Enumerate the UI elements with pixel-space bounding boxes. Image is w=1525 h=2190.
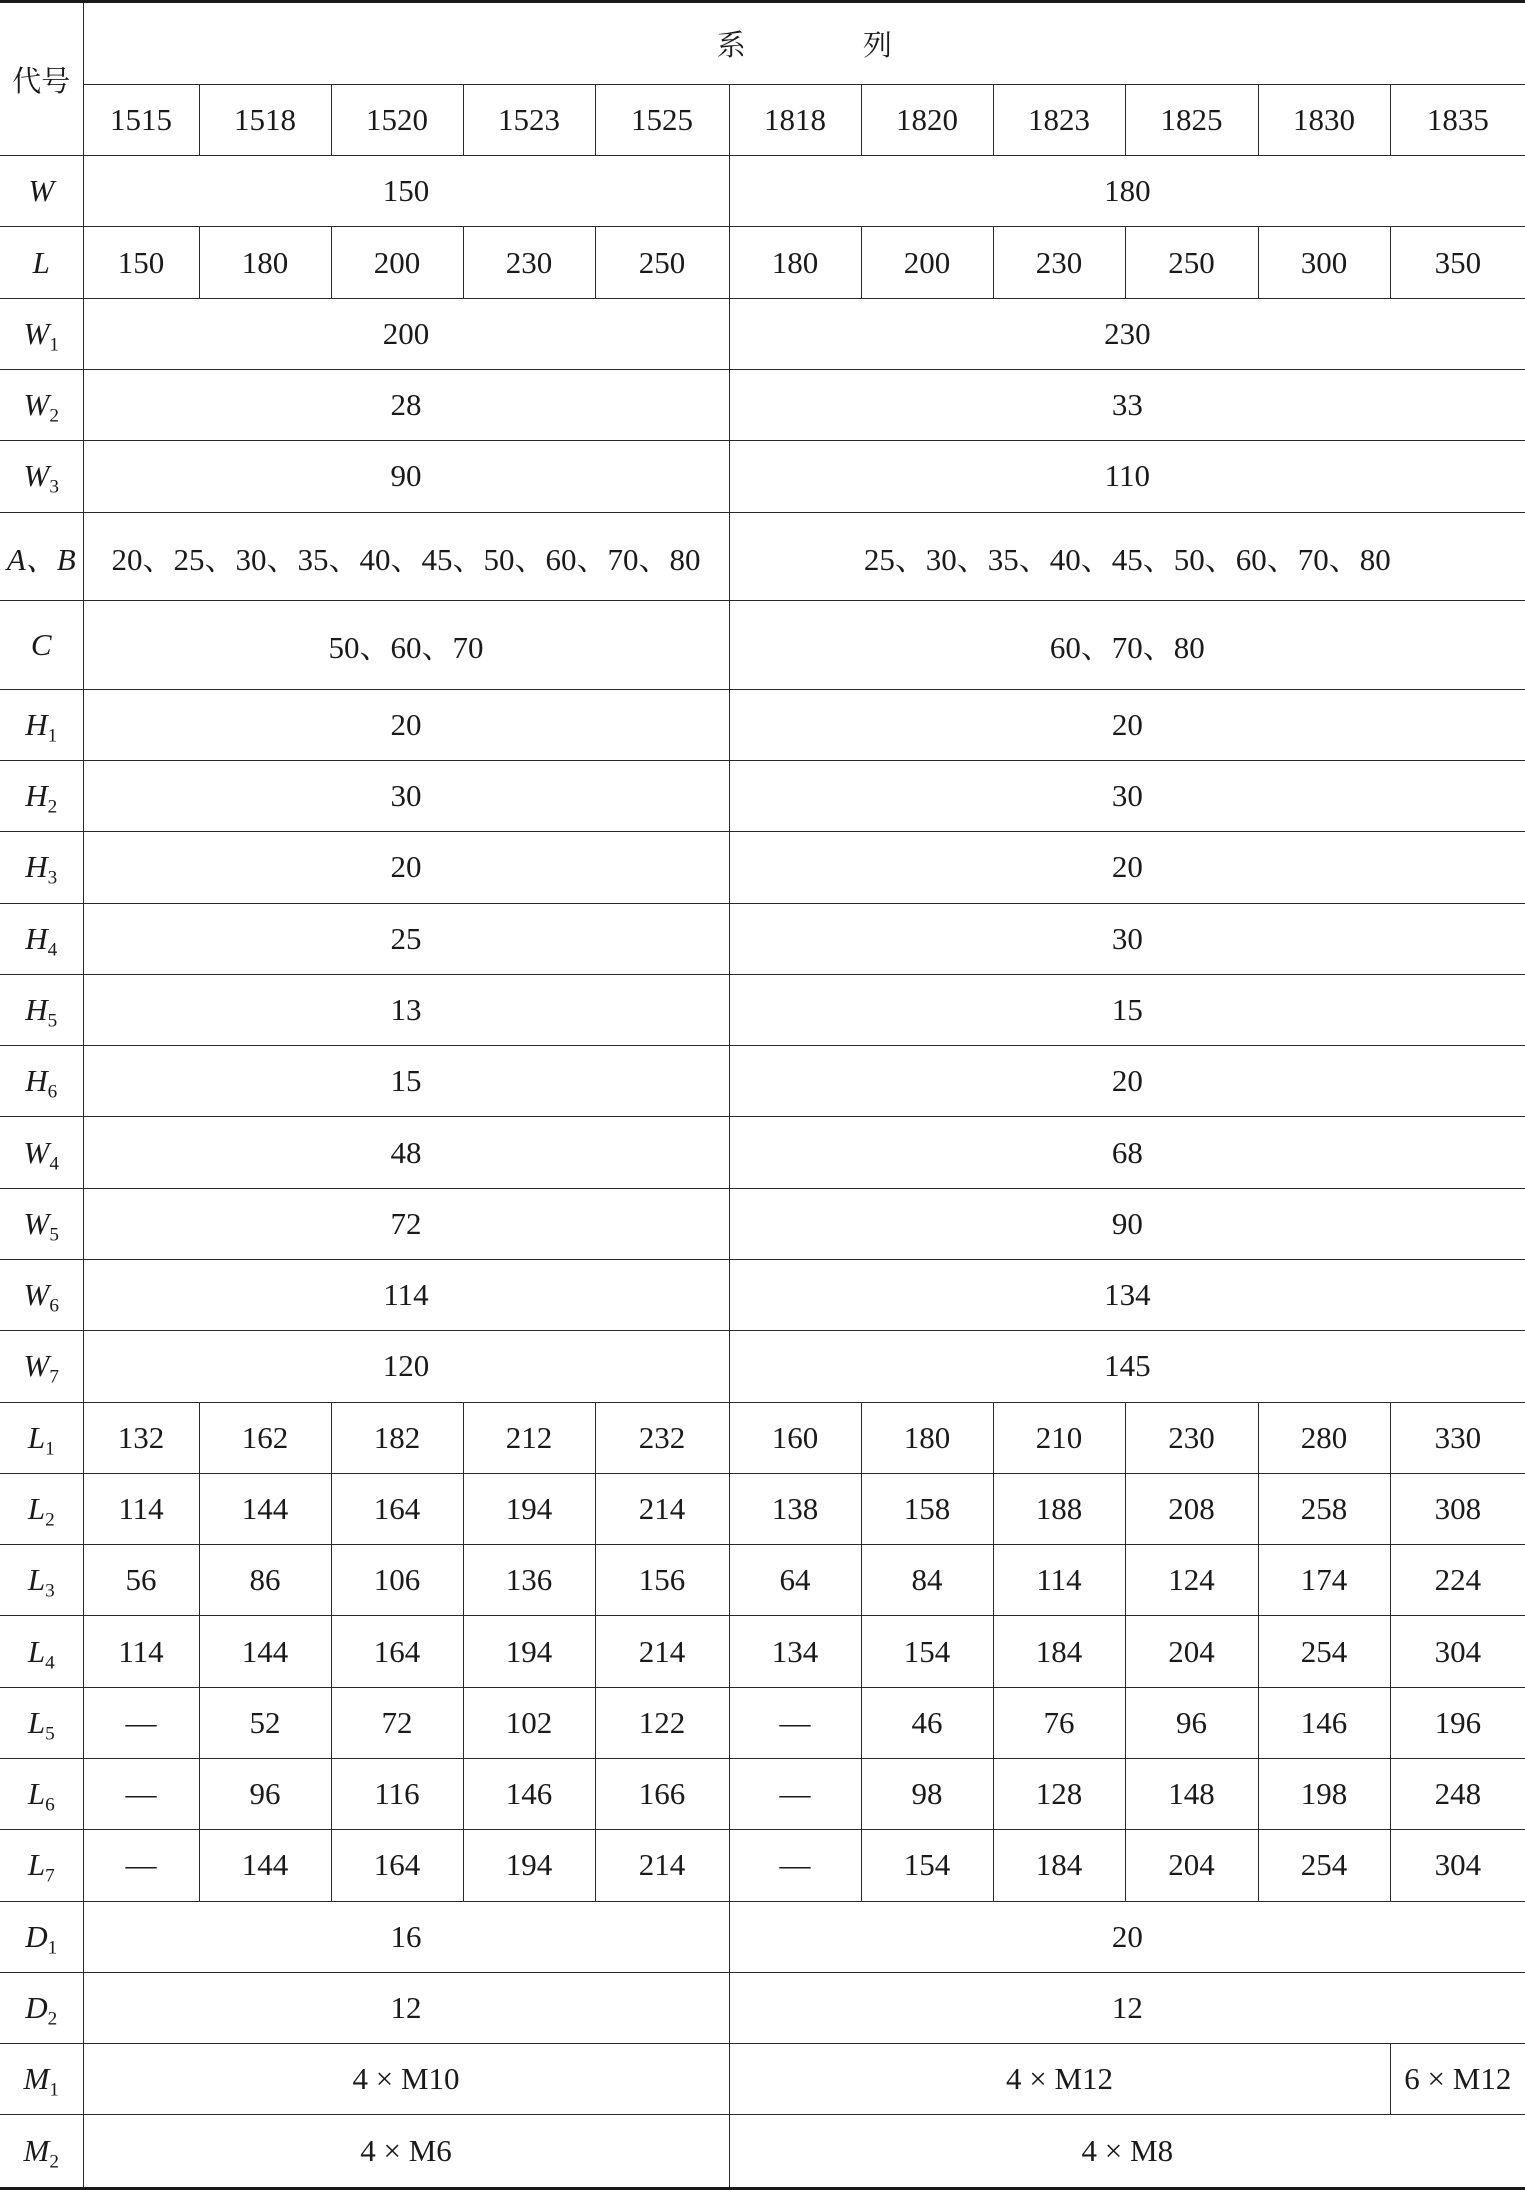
symbol-letter: M [23,2133,50,2169]
value-cell: 184 [993,1616,1125,1687]
series-title: 系 列 [716,27,946,62]
symbol-letter: A、B [6,541,76,577]
value-cell: 154 [861,1830,993,1901]
value-cell-group-15: 12 [83,1972,729,2043]
symbol-letter: L [27,1847,46,1883]
value-cell-group-15: 15 [83,1046,729,1117]
value-cell: 280 [1258,1402,1390,1473]
row-l [0,227,1525,298]
row-l7 [0,1830,1525,1901]
symbol-letter: L [27,1633,46,1669]
symbol-letter: C [30,626,52,662]
value-cell: 96 [199,1759,331,1830]
value-cell: — [83,1687,199,1758]
value-cell-group-15: 150 [83,156,729,227]
value-cell: 184 [993,1830,1125,1901]
series-code-1525: 1525 [595,84,729,155]
row-w2 [0,369,1525,440]
value-cell: 102 [463,1687,595,1758]
row-m1 [0,2044,1525,2115]
symbol-letter: W [23,315,50,351]
value-cell: 134 [729,1616,861,1687]
row-symbol-m1 [0,2044,83,2115]
value-cell: — [729,1759,861,1830]
row-l5 [0,1687,1525,1758]
row-w1 [0,298,1525,369]
value-cell-group-18: 110 [729,441,1525,512]
value-cell: 174 [1258,1545,1390,1616]
symbol-subscript: 2 [49,2151,59,2173]
symbol-letter: L [27,1419,46,1455]
symbol-letter: W [23,1277,50,1313]
value-cell-group-18: 30 [729,761,1525,832]
value-cell-group-15: 13 [83,974,729,1045]
symbol-subscript: 3 [45,1581,55,1603]
row-symbol-ab [0,512,83,601]
value-cell: 194 [463,1830,595,1901]
value-cell: 98 [861,1759,993,1830]
value-cell-group-18: 20 [729,689,1525,760]
row-symbol-d2 [0,1972,83,2043]
value-cell: 200 [861,227,993,298]
row-ab [0,512,1525,601]
row-w4 [0,1117,1525,1188]
symbol-letter: L [27,1491,46,1527]
row-l6 [0,1759,1525,1830]
value-cell: 304 [1390,1830,1525,1901]
value-cell: 188 [993,1473,1125,1544]
row-symbol-w2 [0,369,83,440]
series-code-1825: 1825 [1125,84,1258,155]
symbol-letter: W [23,458,50,494]
row-symbol-w1 [0,298,83,369]
symbol-letter: M [23,2061,50,2097]
value-cell: 300 [1258,227,1390,298]
value-cell: 180 [199,227,331,298]
value-cell: 144 [199,1616,331,1687]
value-cell-group-18: 60、70、80 [729,601,1525,690]
series-code-1520: 1520 [331,84,463,155]
value-cell-group-18: 4 × M12 [729,2044,1390,2115]
value-cell: 224 [1390,1545,1525,1616]
row-w5 [0,1188,1525,1259]
series-code-1835: 1835 [1390,84,1525,155]
value-cell-group-18: 12 [729,1972,1525,2043]
row-symbol-l4 [0,1616,83,1687]
value-cell: 158 [861,1473,993,1544]
value-cell-group-18: 180 [729,156,1525,227]
row-w6 [0,1260,1525,1331]
row-symbol-w3 [0,441,83,512]
symbol-letter: L [27,1562,46,1598]
value-cell: 136 [463,1545,595,1616]
value-cell: 164 [331,1830,463,1901]
value-cell: 154 [861,1616,993,1687]
symbol-letter: L [32,244,50,280]
row-symbol-l2 [0,1473,83,1544]
symbol-subscript: 6 [47,1082,58,1104]
value-cell-group-15: 20 [83,689,729,760]
value-cell: 194 [463,1473,595,1544]
value-cell-group-18: 145 [729,1331,1525,1402]
series-code-1523: 1523 [463,84,595,155]
value-cell: 230 [1125,1402,1258,1473]
symbol-subscript: 1 [45,1438,55,1460]
symbol-subscript: 7 [49,1367,59,1389]
value-cell: 46 [861,1687,993,1758]
row-c [0,601,1525,690]
value-cell-group-15: 20、25、30、35、40、45、50、60、70、80 [83,512,729,601]
value-cell: 204 [1125,1616,1258,1687]
value-cell-group-18: 20 [729,832,1525,903]
symbol-letter: W [23,1348,50,1384]
symbol-subscript: 1 [49,2079,59,2101]
value-cell: 148 [1125,1759,1258,1830]
row-d2 [0,1972,1525,2043]
symbol-subscript: 4 [45,1652,55,1674]
value-cell: 146 [463,1759,595,1830]
row-symbol-w7 [0,1331,83,1402]
row-symbol-h3 [0,832,83,903]
value-cell-group-15: 72 [83,1188,729,1259]
symbol-subscript: 5 [45,1723,55,1745]
value-cell-group-15: 16 [83,1901,729,1972]
row-symbol-m2 [0,2115,83,2189]
row-h6 [0,1046,1525,1117]
value-cell-group-15: 48 [83,1117,729,1188]
value-cell-group-18: 4 × M8 [729,2115,1525,2189]
value-cell: 114 [83,1473,199,1544]
value-cell-group-18: 134 [729,1260,1525,1331]
series-code-1823: 1823 [993,84,1125,155]
value-cell: 258 [1258,1473,1390,1544]
value-cell-group-18: 33 [729,369,1525,440]
value-cell: 116 [331,1759,463,1830]
value-cell-group-15: 4 × M6 [83,2115,729,2189]
value-cell: 144 [199,1473,331,1544]
value-cell: 52 [199,1687,331,1758]
value-cell-group-15: 200 [83,298,729,369]
header-row-series-codes [0,84,1525,155]
value-cell: 96 [1125,1687,1258,1758]
value-cell: 156 [595,1545,729,1616]
value-cell: 350 [1390,227,1525,298]
value-cell: 212 [463,1402,595,1473]
value-cell: — [729,1687,861,1758]
row-symbol-d1 [0,1901,83,1972]
symbol-letter: L [27,1776,46,1812]
row-symbol-h1 [0,689,83,760]
value-cell: 106 [331,1545,463,1616]
symbol-letter: W [23,1205,50,1241]
value-cell: 64 [729,1545,861,1616]
value-cell: 250 [1125,227,1258,298]
symbol-subscript: 3 [47,868,58,890]
value-cell: 128 [993,1759,1125,1830]
symbol-subscript: 5 [49,1224,59,1246]
value-cell: 162 [199,1402,331,1473]
value-cell: 166 [595,1759,729,1830]
value-cell-group-18: 20 [729,1046,1525,1117]
row-l4 [0,1616,1525,1687]
value-cell: 230 [463,227,595,298]
value-cell-group-18: 15 [729,974,1525,1045]
row-m2 [0,2115,1525,2189]
value-cell-group-15: 120 [83,1331,729,1402]
row-l2 [0,1473,1525,1544]
symbol-subscript: 2 [47,796,58,818]
value-cell: 308 [1390,1473,1525,1544]
symbol-letter: H [25,778,48,814]
symbol-letter: L [27,1704,46,1740]
row-symbol-l3 [0,1545,83,1616]
value-cell: 198 [1258,1759,1390,1830]
value-cell: 164 [331,1473,463,1544]
value-cell: — [83,1830,199,1901]
symbol-letter: W [23,387,50,423]
value-cell-group-18: 20 [729,1901,1525,1972]
symbol-letter: W [23,1134,50,1170]
value-cell: 214 [595,1473,729,1544]
value-cell: 76 [993,1687,1125,1758]
row-d1 [0,1901,1525,1972]
value-cell: 210 [993,1402,1125,1473]
symbol-subscript: 2 [47,2008,58,2030]
symbol-subscript: 4 [47,939,58,961]
row-h5 [0,974,1525,1045]
value-cell-group-15: 114 [83,1260,729,1331]
series-code-1818: 1818 [729,84,861,155]
value-cell: 200 [331,227,463,298]
value-cell: 144 [199,1830,331,1901]
value-cell: 180 [729,227,861,298]
symbol-letter: D [25,1989,48,2025]
value-cell-group-18: 68 [729,1117,1525,1188]
row-l3 [0,1545,1525,1616]
symbol-letter: H [25,1063,48,1099]
value-cell: 254 [1258,1830,1390,1901]
symbol-subscript: 4 [49,1153,59,1175]
symbol-subscript: 1 [47,1937,58,1959]
row-h3 [0,832,1525,903]
value-cell: 204 [1125,1830,1258,1901]
value-cell: 138 [729,1473,861,1544]
symbol-subscript: 5 [47,1010,58,1032]
row-w7 [0,1331,1525,1402]
value-cell: 214 [595,1616,729,1687]
value-cell: 254 [1258,1616,1390,1687]
symbol-letter: H [25,992,48,1028]
value-cell: 164 [331,1616,463,1687]
value-cell: 132 [83,1402,199,1473]
symbol-subscript: 3 [49,477,59,499]
value-cell: 150 [83,227,199,298]
value-cell-group-15: 90 [83,441,729,512]
row-symbol-w6 [0,1260,83,1331]
value-cell: 250 [595,227,729,298]
row-symbol-w4 [0,1117,83,1188]
symbol-subscript: 2 [45,1509,55,1531]
row-h4 [0,903,1525,974]
symbol-letter: H [25,920,48,956]
row-w [0,156,1525,227]
header-row-series-title [0,2,1525,85]
row-symbol-c [0,601,83,690]
value-cell: 114 [83,1616,199,1687]
value-cell: 248 [1390,1759,1525,1830]
row-h2 [0,761,1525,832]
value-cell: 86 [199,1545,331,1616]
symbol-subscript: 1 [49,334,59,356]
series-code-1820: 1820 [861,84,993,155]
series-header [83,2,1525,85]
row-symbol-l7 [0,1830,83,1901]
row-symbol-h2 [0,761,83,832]
value-cell: 114 [993,1545,1125,1616]
row-symbol-l6 [0,1759,83,1830]
value-cell: 56 [83,1545,199,1616]
symbol-letter: H [25,706,48,742]
symbol-letter: H [25,849,48,885]
value-cell-group-15: 25 [83,903,729,974]
value-cell-group-15: 4 × M10 [83,2044,729,2115]
value-cell: 72 [331,1687,463,1758]
symbol-letter: W [28,173,55,209]
row-symbol-l [0,227,83,298]
row-symbol-h5 [0,974,83,1045]
value-cell-group-15: 30 [83,761,729,832]
row-symbol-w [0,156,83,227]
value-cell-group-18: 30 [729,903,1525,974]
value-cell: 180 [861,1402,993,1473]
value-cell: 182 [331,1402,463,1473]
value-cell: 230 [993,227,1125,298]
series-code-1830: 1830 [1258,84,1390,155]
value-cell-group-18: 230 [729,298,1525,369]
value-cell-1835: 6 × M12 [1390,2044,1525,2115]
row-symbol-w5 [0,1188,83,1259]
row-w3 [0,441,1525,512]
symbol-subscript: 2 [49,405,59,427]
value-cell: 214 [595,1830,729,1901]
value-cell: — [83,1759,199,1830]
value-cell: 196 [1390,1687,1525,1758]
row-symbol-h6 [0,1046,83,1117]
symbol-subscript: 6 [45,1794,55,1816]
value-cell: 330 [1390,1402,1525,1473]
value-cell: 160 [729,1402,861,1473]
value-cell-group-18: 25、30、35、40、45、50、60、70、80 [729,512,1525,601]
value-cell: 84 [861,1545,993,1616]
value-cell: 304 [1390,1616,1525,1687]
value-cell: 122 [595,1687,729,1758]
symbol-subscript: 1 [47,725,58,747]
value-cell: 232 [595,1402,729,1473]
value-cell: 146 [1258,1687,1390,1758]
row-l1 [0,1402,1525,1473]
value-cell: 194 [463,1616,595,1687]
value-cell-group-15: 28 [83,369,729,440]
value-cell: 208 [1125,1473,1258,1544]
row-symbol-l1 [0,1402,83,1473]
code-header: 代号 [0,2,83,156]
symbol-letter: D [25,1918,48,1954]
value-cell-group-15: 20 [83,832,729,903]
series-code-1515: 1515 [83,84,199,155]
row-symbol-l5 [0,1687,83,1758]
symbol-subscript: 7 [45,1866,55,1888]
value-cell-group-18: 90 [729,1188,1525,1259]
row-symbol-h4 [0,903,83,974]
symbol-subscript: 6 [49,1295,59,1317]
value-cell: 124 [1125,1545,1258,1616]
row-h1 [0,689,1525,760]
value-cell: — [729,1830,861,1901]
value-cell-group-15: 50、60、70 [83,601,729,690]
series-code-1518: 1518 [199,84,331,155]
